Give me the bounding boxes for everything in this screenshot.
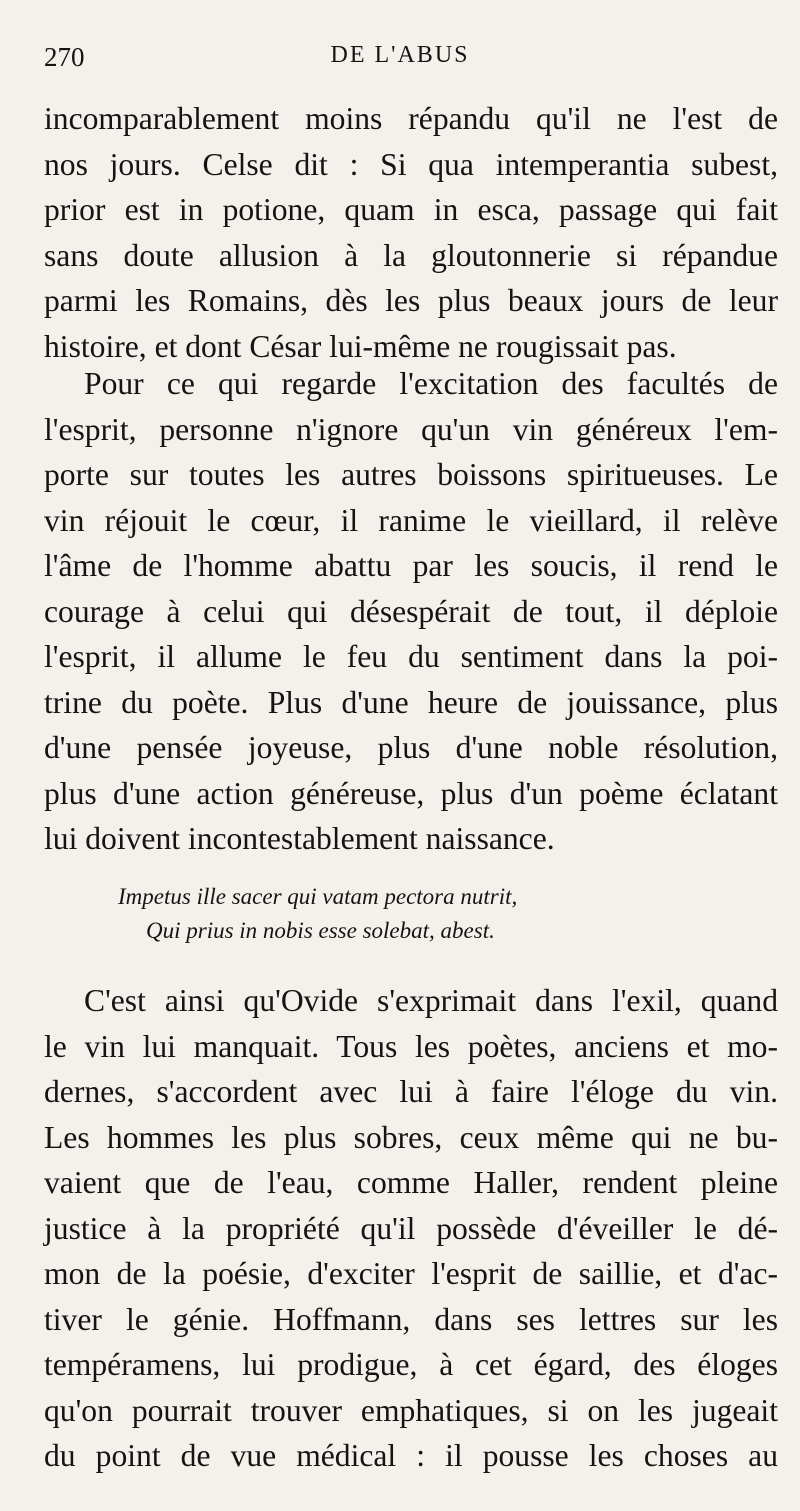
verse-quotation [118, 880, 738, 948]
text-line: histoire, et dont César lui-même ne rougissait pas. [44, 328, 677, 364]
page-header [40, 42, 760, 82]
text-line: l'âme de l'homme abattu par les soucis, il rend le [44, 548, 778, 583]
text-line: vin réjouit le cœur, il ranime le vieillard, il relève [44, 502, 778, 538]
text-line: justice à la propriété qu'il possède d'éveiller le dé- [44, 1210, 778, 1246]
text-line: mon de la poésie, d'exciter l'esprit de saillie, et d'ac- [44, 1256, 778, 1291]
text-line: du point de vue médical : il pousse les choses au [44, 1438, 778, 1473]
running-title: DE L'ABUS [330, 42, 470, 68]
text-line: Pour ce qui regarde l'excitation des facultés de [84, 366, 778, 401]
text-line: dernes, s'accordent avec lui à faire l'éloge du vin. [44, 1074, 778, 1109]
paragraph-3 [44, 978, 778, 1479]
text-line: incomparablement moins répandu qu'il ne l'est de [44, 101, 778, 136]
text-line: qu'on pourrait trouver emphatiques, si on les jugeait [44, 1392, 778, 1428]
text-line: trine du poète. Plus d'une heure de jouissance, plus [44, 684, 778, 720]
text-line: d'une pensée joyeuse, plus d'une noble résolution, [44, 730, 778, 765]
text-line: porte sur toutes les autres boissons spiritueuses. Le [44, 457, 778, 492]
text-line: parmi les Romains, dès les plus beaux jours de leur [44, 283, 778, 318]
text-line: nos jours. Celse dit : Si qua intemperantia subest, [44, 146, 778, 182]
text-line: tiver le génie. Hoffmann, dans ses lettres sur les [44, 1301, 778, 1337]
text-line: prior est in potione, quam in esca, passage qui fait [44, 192, 778, 227]
text-line: l'esprit, personne n'ignore qu'un vin généreux l'em- [44, 411, 778, 447]
paragraph-1 [44, 96, 778, 369]
text-line: tempéramens, lui prodigue, à cet égard, des éloges [44, 1347, 778, 1382]
text-line: lui doivent incontestablement naissance. [44, 821, 555, 856]
text-line: l'esprit, il allume le feu du sentiment dans la poi- [44, 639, 778, 674]
text-line: Les hommes les plus sobres, ceux même qui ne bu- [44, 1119, 778, 1155]
text-line: plus d'une action généreuse, plus d'un poème éclatant [44, 775, 778, 811]
paragraph-2 [44, 361, 778, 862]
text-line: vaient que de l'eau, comme Haller, rendent pleine [44, 1165, 778, 1200]
page-number: 270 [44, 42, 85, 72]
text-line: courage à celui qui désespérait de tout, il déploie [44, 593, 778, 629]
text-line: le vin lui manquait. Tous les poètes, anciens et mo- [44, 1028, 778, 1064]
text-line: sans doute allusion à la gloutonnerie si répandue [44, 237, 778, 273]
verse-line: Impetus ille sacer qui vatam pectora nutrit, [118, 884, 518, 909]
text-line: C'est ainsi qu'Ovide s'exprimait dans l'exil, quand [84, 983, 778, 1018]
verse-line: Qui prius in nobis esse solebat, abest. [146, 918, 495, 943]
